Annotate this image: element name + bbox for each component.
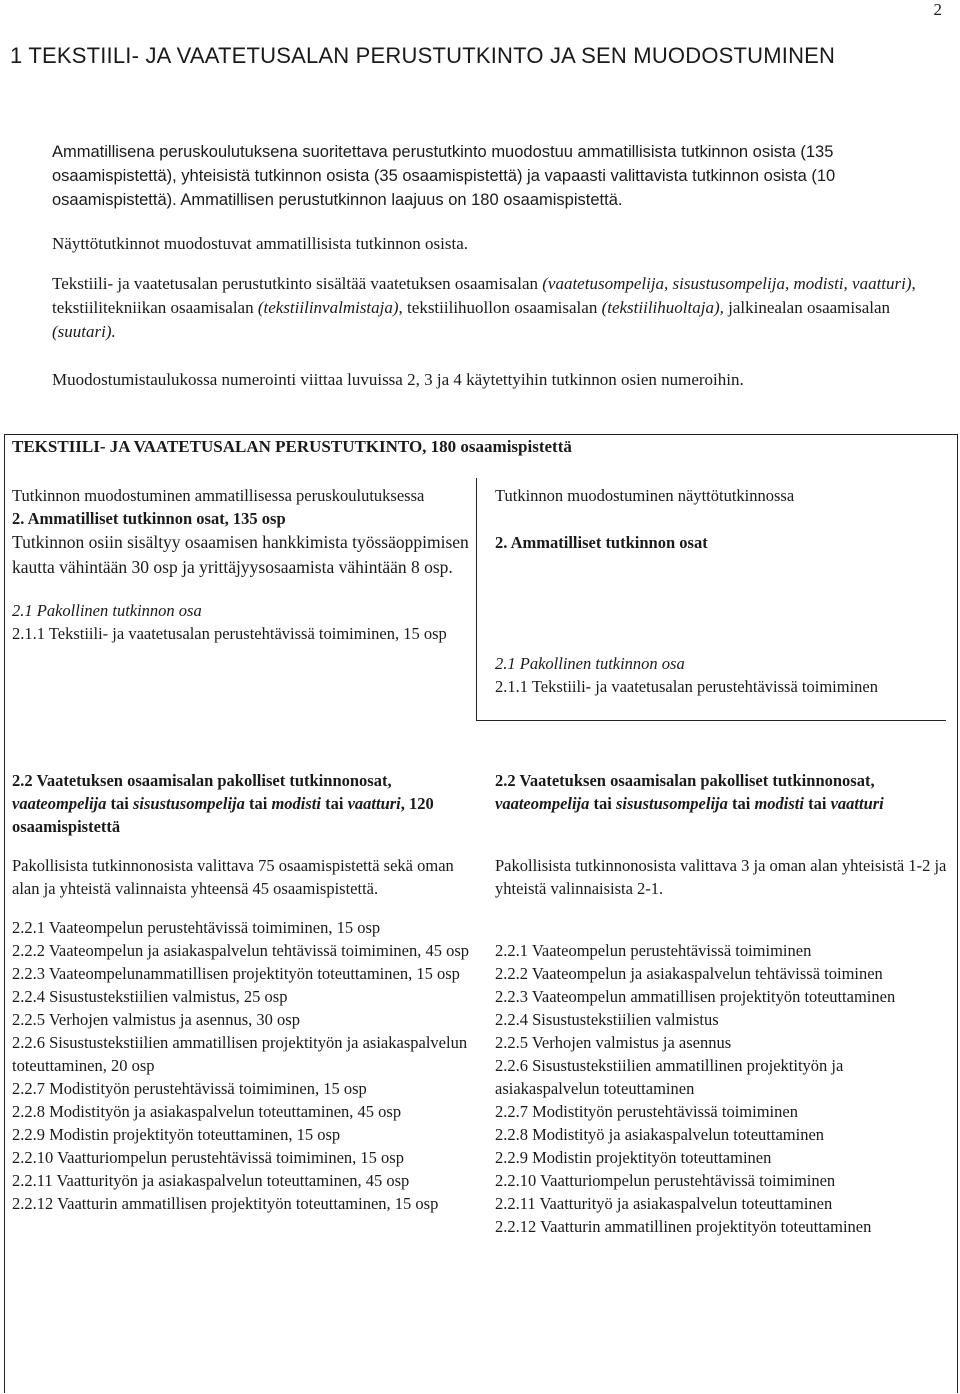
left-21-title: 2.1 Pakollinen tutkinnon osa (12, 601, 202, 620)
italic-text: vaatturi (830, 794, 884, 813)
page-number: 2 (933, 0, 942, 19)
right-211: 2.1.1 Tekstiili- ja vaatetusalan perustehtävissä toimiminen (495, 677, 878, 696)
left-section-2-title: 2. Ammatilliset tutkinnon osat, 135 osp (12, 509, 286, 528)
list-item: 2.2.1 Vaateompelun perustehtävissä toimiminen, 15 osp (12, 918, 381, 937)
left-211: 2.1.1 Tekstiili- ja vaatetusalan perustehtävissä toimiminen, 15 osp (12, 624, 447, 643)
italic-text: (tekstiilinvalmistaja) (257, 298, 399, 317)
intro-paragraph-1: Ammatillisena peruskoulutuksena suoritettava perustutkinto muodostuu ammatillisista tutkinnon osista (135 osaamispistettä), yhteisistä tutkinnon osista (35 osaamispistettä) ja vapaasti valittavista tutkinnon osista (10 osaamispistettä). Ammatillisen perustutkinnon laajuus on 180 osaamispistettä. (52, 143, 836, 209)
section-heading: 1 TEKSTIILI- JA VAATETUSALAN PERUSTUTKINTO JA SEN MUODOSTUMINEN (10, 43, 836, 68)
list-item: 2.2.6 Sisustustekstiilien ammatillinen projektityön ja asiakaspalvelun toteuttaminen (495, 1056, 844, 1098)
intro-paragraph-3 (52, 272, 942, 344)
list-item: 2.2.6 Sisustustekstiilien ammatillisen projektityön ja asiakaspalvelun toteuttaminen, 20 osp (12, 1033, 468, 1075)
italic-text: vaateompelija (12, 794, 107, 813)
list-item: 2.2.3 Vaateompelunammatillisen projektityön toteuttaminen, 15 osp (12, 964, 460, 983)
row-divider (476, 720, 946, 721)
list-item: 2.2.1 Vaateompelun perustehtävissä toimiminen (495, 941, 812, 960)
right-21-block (495, 652, 950, 675)
text: 2.2 Vaatetuksen osaamisalan pakolliset tutkinnonosat, (495, 771, 875, 790)
left-header: Tutkinnon muodostuminen ammatillisessa peruskoulutuksessa (12, 486, 425, 505)
list-item: 2.2.11 Vaatturityö ja asiakaspalvelun toteuttaminen (495, 1194, 833, 1213)
italic-text: (suutari). (52, 322, 116, 341)
left-section-2-note: Tutkinnon osiin sisältyy osaamisen hankkimista työssäoppimisen kautta vähintään 30 osp ja yrittäjyysosaamista vähintään 8 osp. (12, 532, 469, 577)
list-item: 2.2.4 Sisustustekstiilien valmistus (495, 1010, 719, 1029)
right-21-title: 2.1 Pakollinen tutkinnon osa (495, 654, 685, 673)
right-22-title (495, 769, 950, 815)
text: tai (727, 794, 755, 813)
text: Tekstiili- ja vaatetusalan perustutkinto sisältää vaatetuksen osaamisalan (52, 274, 543, 293)
text: tai (589, 794, 616, 813)
text: tai (106, 794, 133, 813)
right-header: Tutkinnon muodostuminen näyttötutkinnossa (495, 486, 795, 505)
left-21-block (12, 599, 472, 622)
list-item: 2.2.5 Verhojen valmistus ja asennus (495, 1033, 732, 1052)
left-22-note: Pakollisista tutkinnonosista valittava 75 osaamispistettä sekä oman alan ja yhteistä valinnaista yhteensä 45 osaamispistettä. (12, 856, 454, 898)
text: jalkinealan osaamisalan (723, 298, 891, 317)
italic-text: vaateompelija (495, 794, 590, 813)
text: tai (320, 794, 348, 813)
list-item: 2.2.10 Vaatturiompelun perustehtävissä toimiminen, 15 osp (12, 1148, 404, 1167)
left-22-title (12, 769, 472, 838)
list-item: 2.2.12 Vaatturin ammatillinen projektityön toteuttaminen (495, 1217, 872, 1236)
italic-text: sisustusompelija (133, 794, 245, 813)
left-items (12, 916, 472, 1215)
italic-text: sisustusompelija (616, 794, 728, 813)
text: tai (803, 794, 831, 813)
list-item: 2.2.8 Modistityö ja asiakaspalvelun toteuttaminen (495, 1125, 825, 1144)
right-22-note: Pakollisista tutkinnonosista valittava 3 ja oman alan yhteisistä 1-2 ja yhteistä valinnaisista 2-1. (495, 856, 947, 898)
list-item: 2.2.9 Modistin projektityön toteuttaminen (495, 1148, 772, 1167)
list-item: 2.2.7 Modistityön perustehtävissä toimiminen (495, 1102, 798, 1121)
left-column-lower (12, 769, 472, 1215)
intro-paragraph-4: Muodostumistaulukossa numerointi viittaa luvuissa 2, 3 ja 4 käytettyihin tutkinnon osien numeroihin. (52, 370, 744, 389)
right-column-lower (495, 769, 950, 1238)
italic-text: modisti (754, 794, 804, 813)
right-column-upper (495, 484, 950, 698)
list-item: 2.2.5 Verhojen valmistus ja asennus, 30 osp (12, 1010, 300, 1029)
intro-paragraph-2: Näyttötutkinnot muodostuvat ammatillisista tutkinnon osista. (52, 234, 469, 253)
italic-text: modisti (271, 794, 321, 813)
right-items (495, 939, 950, 1238)
text: 2.2 Vaatetuksen osaamisalan pakolliset tutkinnonosat, (12, 771, 392, 790)
list-item: 2.2.7 Modistityön perustehtävissä toimiminen, 15 osp (12, 1079, 367, 1098)
italic-text: (tekstiilihuoltaja), (601, 298, 724, 317)
list-item: 2.2.8 Modistityön ja asiakaspalvelun toteuttaminen, 45 osp (12, 1102, 402, 1121)
right-section-2-title: 2. Ammatilliset tutkinnon osat (495, 533, 708, 552)
list-item: 2.2.11 Vaatturityön ja asiakaspalvelun toteuttaminen, 45 osp (12, 1171, 410, 1190)
column-divider (476, 478, 477, 720)
text: , 120 osaamispistettä (12, 794, 434, 836)
list-item: 2.2.9 Modistin projektityön toteuttaminen, 15 osp (12, 1125, 341, 1144)
list-item: 2.2.3 Vaateompelun ammatillisen projektityön toteuttaminen (495, 987, 896, 1006)
list-item: 2.2.2 Vaateompelun ja asiakaspalvelun tehtävissä toiminen (495, 964, 883, 983)
list-item: 2.2.10 Vaatturiompelun perustehtävissä toimiminen (495, 1171, 836, 1190)
italic-text: (vaatetusompelija, sisustusompelija, modisti, vaatturi) (542, 274, 912, 293)
left-column-upper (12, 484, 472, 645)
list-item: 2.2.12 Vaatturin ammatillisen projektityön toteuttaminen, 15 osp (12, 1194, 439, 1213)
text: tai (244, 794, 272, 813)
italic-text: vaatturi (347, 794, 401, 813)
list-item: 2.2.2 Vaateompelun ja asiakaspalvelun tehtävissä toimiminen, 45 osp (12, 941, 470, 960)
list-item: 2.2.4 Sisustustekstiilien valmistus, 25 osp (12, 987, 288, 1006)
text: , tekstiilitekniikan osaamisalan (52, 274, 916, 317)
text: , tekstiilihuollon osaamisalan (398, 298, 602, 317)
table-title: TEKSTIILI- JA VAATETUSALAN PERUSTUTKINTO, 180 osaamispistettä (12, 437, 572, 456)
